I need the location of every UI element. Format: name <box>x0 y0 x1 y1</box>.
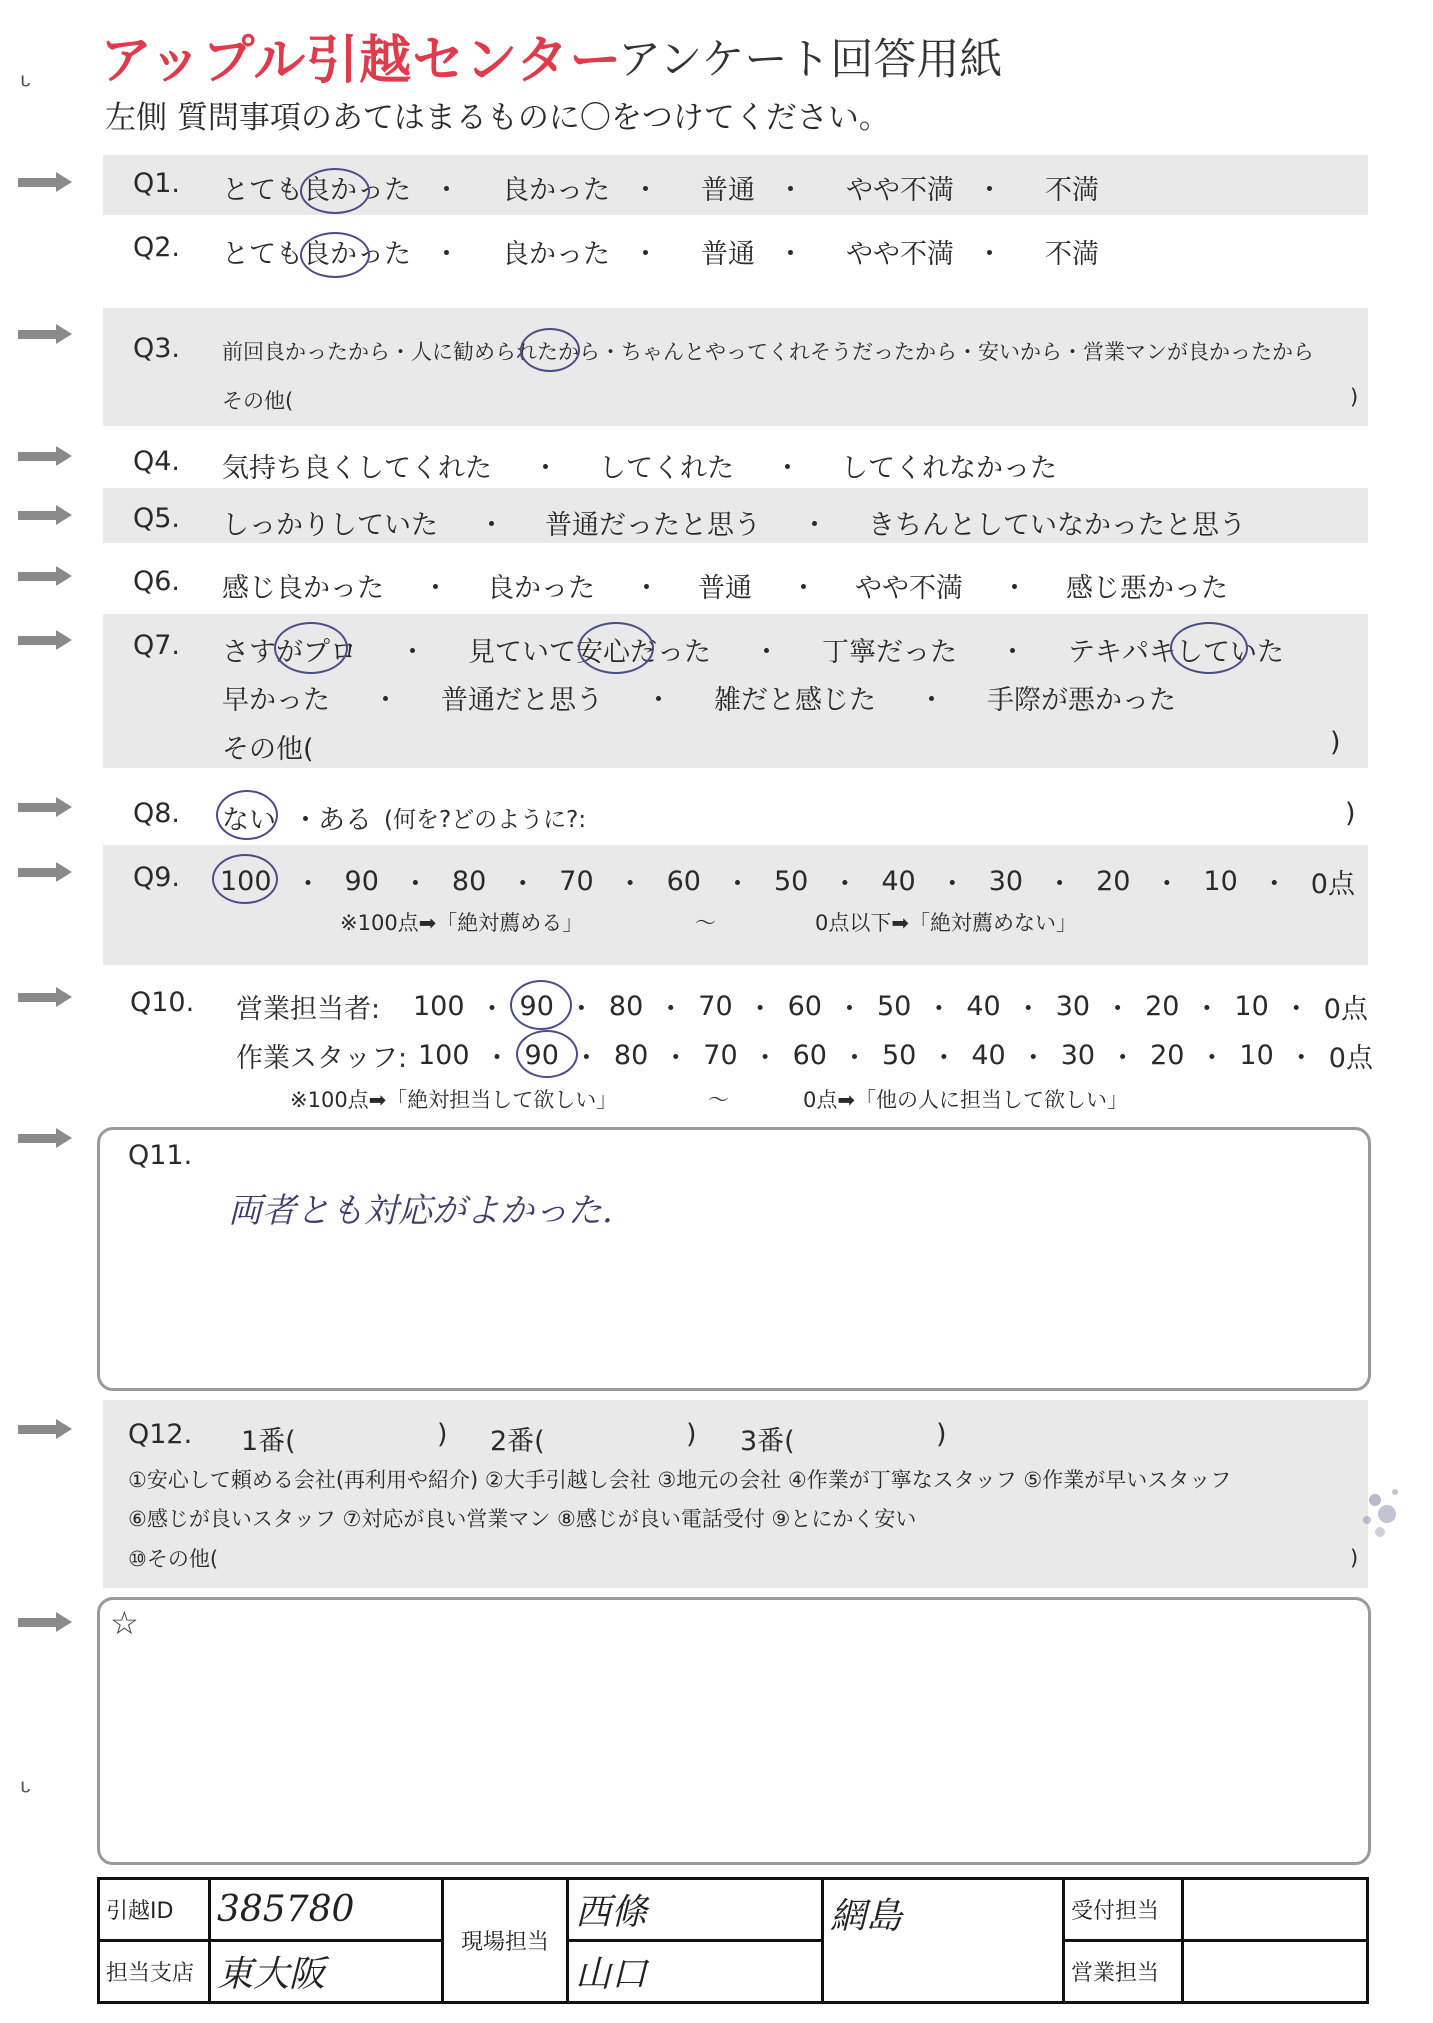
q8-label: Q8. <box>133 798 181 829</box>
q10-sales-score[interactable]: 90 <box>519 991 554 1022</box>
q3-label: Q3. <box>133 333 181 364</box>
q5-label: Q5. <box>133 503 181 534</box>
q1-options: とても良かった ・ 良かった ・ 普通 ・ やや不満 ・ 不満 <box>222 168 1099 207</box>
q1-option[interactable]: 普通 <box>701 175 755 206</box>
q10-staff-score[interactable]: 100 <box>418 1040 470 1071</box>
q2-option[interactable]: 不満 <box>1045 239 1099 270</box>
q7-option[interactable]: 早かった <box>222 685 330 716</box>
q5-option[interactable]: きちんとしていなかったと思う <box>868 510 1246 541</box>
q4-option[interactable]: してくれた <box>599 453 734 484</box>
q5-options: しっかりしていた ・ 普通だったと思う ・ きちんとしていなかったと思う <box>222 503 1246 542</box>
arrow-icon <box>18 566 72 586</box>
q9-score[interactable]: 20 <box>1096 866 1131 897</box>
branch-label: 担当支店 <box>99 1941 210 2003</box>
q9-score[interactable]: 50 <box>773 866 809 897</box>
q10-staff-score[interactable]: 50 <box>881 1040 917 1071</box>
q10-staff-score[interactable]: 30 <box>1060 1040 1096 1071</box>
arrow-icon <box>18 324 72 344</box>
q9-note-left: ※100点➡「絶対薦める」 <box>340 911 584 935</box>
site-staff-value1 <box>568 1879 823 1941</box>
q10-staff-score[interactable]: 10 <box>1239 1040 1274 1071</box>
margin-mark: ᒡ <box>20 1778 32 1808</box>
site-staff-value3 <box>823 1879 1064 2003</box>
q7-options-row1: さすがプロ ・ 見ていて安心だった ・ 丁寧だった ・ テキパキしていた <box>222 630 1284 669</box>
q6-label: Q6. <box>133 566 181 597</box>
arrow-icon <box>18 1128 72 1148</box>
q6-option[interactable]: 普通 <box>698 573 752 604</box>
q7-option[interactable]: 見ていて安心だった <box>468 637 711 668</box>
q10-staff-scale: 100 ・ 90 ・ 80 ・ 70 ・ 60 ・ 50 ・ 40 ・ 30 ・ 20 ・ 10 ・ 0点 <box>418 1036 1373 1075</box>
q4-label: Q4. <box>133 446 181 477</box>
arrow-icon <box>18 505 72 525</box>
q12-choices-row2: ⑥感じが良いスタッフ ⑦対応が良い営業マン ⑧感じが良い電話受付 ⑨とにかく安い <box>128 1507 917 1531</box>
q7-option[interactable]: 普通だと思う <box>441 685 603 716</box>
q2-answer-circle <box>300 232 370 278</box>
q10-sales-score[interactable]: 20 <box>1145 991 1180 1022</box>
q11-label: Q11. <box>128 1140 193 1171</box>
reception-value[interactable] <box>1183 1879 1368 1941</box>
q3-other[interactable]: その他( <box>222 389 294 413</box>
form-subtitle: アンケート回答用紙 <box>618 35 1003 85</box>
q6-options: 感じ良かった ・ 良かった ・ 普通 ・ やや不満 ・ 感じ悪かった <box>222 566 1228 605</box>
q2-options: とても良かった ・ 良かった ・ 普通 ・ やや不満 ・ 不満 <box>222 232 1099 271</box>
q10-sales-answer-circle <box>510 980 572 1030</box>
q1-option[interactable]: とても良かった <box>222 175 411 206</box>
q12-rank3[interactable]: 3番( <box>740 1426 795 1457</box>
q7-option[interactable]: さすがプロ <box>222 637 357 668</box>
q10-sales-score[interactable]: 100 <box>413 991 465 1022</box>
q4-options: 気持ち良くしてくれた ・ してくれた ・ してくれなかった <box>222 446 1057 485</box>
q2-label: Q2. <box>133 232 181 263</box>
q7-label: Q7. <box>133 630 181 661</box>
q10-note-left: ※100点➡「絶対担当して欲しい」 <box>290 1088 618 1112</box>
q12-label: Q12. <box>128 1419 193 1450</box>
q1-option[interactable]: 良かった <box>502 175 610 206</box>
q10-staff-answer-circle <box>516 1030 578 1078</box>
q10-sales-score[interactable]: 30 <box>1055 991 1091 1022</box>
site-staff-value2 <box>568 1941 823 2003</box>
q1-option[interactable]: 不満 <box>1045 175 1099 206</box>
site-staff-handwritten: 網島 <box>830 1896 903 1937</box>
site-staff-handwritten: 山口 <box>575 1954 648 1995</box>
q7-answer-circle <box>274 622 348 674</box>
q8-separator: ・ <box>292 805 319 836</box>
arrow-icon <box>18 797 72 817</box>
q9-score[interactable]: 40 <box>881 866 916 897</box>
q9-score[interactable]: 70 <box>559 866 594 897</box>
q9-score[interactable]: 0点 <box>1310 869 1355 900</box>
branch-handwritten: 東大阪 <box>217 1954 326 1995</box>
q3-answer-circle <box>520 328 580 372</box>
q9-score[interactable]: 100 <box>220 866 272 897</box>
q12-rank1-close: ) <box>437 1419 448 1450</box>
q10-staff-score[interactable]: 90 <box>524 1040 559 1071</box>
q9-score[interactable]: 10 <box>1203 866 1238 897</box>
q10-sales-score[interactable]: 70 <box>698 991 733 1022</box>
q9-note-mid: ～ <box>695 911 716 935</box>
instruction-text: 左側 質問事項のあてはまるものに〇をつけてください。 <box>105 100 890 136</box>
q3-options[interactable]: 前回良かったから・人に勧められたから・ちゃんとやってくれそうだったから・安いから・営業マンが良かったから <box>222 340 1314 364</box>
q9-scale: 100 ・ 90 ・ 80 ・ 70 ・ 60 ・ 50 ・ 40 ・ 30 ・ 20 ・ 10 ・ 0点 <box>220 862 1355 901</box>
q7-option[interactable]: 手際が悪かった <box>987 685 1176 716</box>
q10-staff-score[interactable]: 20 <box>1150 1040 1185 1071</box>
q12-choices-row3: ⑩その他( <box>128 1547 219 1571</box>
sales-staff-label: 営業担当 <box>1064 1941 1183 2003</box>
q10-sales-label: 営業担当者: <box>236 994 381 1025</box>
star-icon: ☆ <box>110 1604 139 1642</box>
q7-option[interactable]: テキパキしていた <box>1068 637 1284 668</box>
q12-rank2-close: ) <box>686 1419 697 1450</box>
q1-label: Q1. <box>133 168 181 199</box>
q12-choices-row1: ①安心して頼める会社(再利用や紹介) ②大手引越し会社 ③地元の会社 ④作業が丁寧なスタッフ ⑤作業が早いスタッフ <box>128 1468 1232 1492</box>
q10-staff-score[interactable]: 0点 <box>1328 1043 1373 1074</box>
q9-label: Q9. <box>133 862 181 893</box>
move-id-label: 引越ID <box>99 1879 210 1941</box>
q7-options-row2: 早かった ・ 普通だと思う ・ 雑だと感じた ・ 手際が悪かった <box>222 678 1176 717</box>
q7-option[interactable]: 雑だと感じた <box>714 685 876 716</box>
q10-label: Q10. <box>130 987 195 1018</box>
comment-box[interactable] <box>97 1597 1371 1865</box>
staff-info-table <box>97 1877 1369 2004</box>
q2-option[interactable]: 普通 <box>701 239 755 270</box>
q1-option[interactable]: やや不満 <box>846 175 954 206</box>
q10-staff-label: 作業スタッフ: <box>236 1043 408 1074</box>
q10-sales-score[interactable]: 0点 <box>1323 994 1368 1025</box>
q1-answer-circle <box>300 168 370 214</box>
q2-option[interactable]: やや不満 <box>846 239 954 270</box>
q8-prompt: (何を?どのように?: <box>384 807 587 833</box>
q10-sales-score[interactable]: 40 <box>966 991 1001 1022</box>
q4-option[interactable]: 気持ち良くしてくれた <box>222 453 492 484</box>
q5-option[interactable]: 普通だったと思う <box>545 510 761 541</box>
q7-other-close: ) <box>1330 727 1341 758</box>
q7-answer-circle <box>1170 622 1248 674</box>
q6-option[interactable]: やや不満 <box>855 573 963 604</box>
q2-option[interactable]: とても良かった <box>222 239 411 270</box>
q9-note-right: 0点以下➡「絶対薦めない」 <box>815 911 1077 935</box>
q3-other-close: ) <box>1350 385 1359 409</box>
q9-score[interactable]: 80 <box>451 866 487 897</box>
q10-sales-score[interactable]: 80 <box>608 991 644 1022</box>
move-id-value <box>210 1879 443 1941</box>
q10-staff-score[interactable]: 40 <box>971 1040 1006 1071</box>
q8-option-none[interactable]: ない <box>222 805 276 836</box>
arrow-icon <box>18 862 72 882</box>
arrow-icon <box>18 1612 72 1632</box>
move-id-handwritten: 385780 <box>217 1889 355 1930</box>
branch-value <box>210 1941 443 2003</box>
q9-score[interactable]: 60 <box>666 866 701 897</box>
brand-title: アップル引越センター <box>100 31 623 91</box>
q2-option[interactable]: 良かった <box>502 239 610 270</box>
q12-rank1[interactable]: 1番( <box>241 1426 296 1457</box>
q10-note-right: 0点➡「他の人に担当して欲しい」 <box>803 1088 1128 1112</box>
q9-score[interactable]: 30 <box>988 866 1024 897</box>
q6-option[interactable]: 感じ良かった <box>222 573 384 604</box>
q10-staff-score[interactable]: 60 <box>792 1040 827 1071</box>
q6-option[interactable]: 感じ悪かった <box>1066 573 1228 604</box>
q12-rank2[interactable]: 2番( <box>490 1426 545 1457</box>
arrow-icon <box>18 630 72 650</box>
q9-score[interactable]: 90 <box>344 866 379 897</box>
q7-other[interactable]: その他( <box>222 734 314 765</box>
ink-smudge <box>1345 1470 1415 1550</box>
q10-sales-score[interactable]: 50 <box>876 991 912 1022</box>
q8-close: ) <box>1345 798 1356 829</box>
arrow-icon <box>18 172 72 192</box>
site-staff-label: 現場担当 <box>443 1879 568 2003</box>
q9-answer-circle <box>212 854 278 904</box>
q5-option[interactable]: しっかりしていた <box>222 510 438 541</box>
q10-sales-scale: 100 ・ 90 ・ 80 ・ 70 ・ 60 ・ 50 ・ 40 ・ 30 ・ 20 ・ 10 ・ 0点 <box>413 987 1368 1026</box>
q10-staff-score[interactable]: 70 <box>703 1040 738 1071</box>
q6-option[interactable]: 良かった <box>487 573 595 604</box>
q11-handwritten-answer: 両者とも対応がよかった. <box>228 1191 613 1231</box>
q8-answer-circle <box>216 790 278 840</box>
q10-note-mid: ～ <box>708 1088 729 1112</box>
q7-option[interactable]: 丁寧だった <box>822 637 957 668</box>
q12-rank3-close: ) <box>936 1419 947 1450</box>
q7-answer-circle <box>578 622 654 674</box>
q10-staff-score[interactable]: 80 <box>613 1040 649 1071</box>
arrow-icon <box>18 1419 72 1439</box>
arrow-icon <box>18 987 72 1007</box>
q12-choices-close: ) <box>1350 1546 1359 1570</box>
q4-option[interactable]: してくれなかった <box>841 453 1057 484</box>
margin-mark: ᒡ <box>20 72 32 102</box>
sales-staff-value[interactable] <box>1183 1941 1368 2003</box>
reception-label: 受付担当 <box>1064 1879 1183 1941</box>
arrow-icon <box>18 446 72 466</box>
q10-sales-score[interactable]: 60 <box>787 991 822 1022</box>
q10-sales-score[interactable]: 10 <box>1234 991 1269 1022</box>
site-staff-handwritten: 西條 <box>575 1892 648 1933</box>
q11-answer-box[interactable] <box>97 1127 1371 1391</box>
q8-option-some[interactable]: ある <box>318 805 372 836</box>
